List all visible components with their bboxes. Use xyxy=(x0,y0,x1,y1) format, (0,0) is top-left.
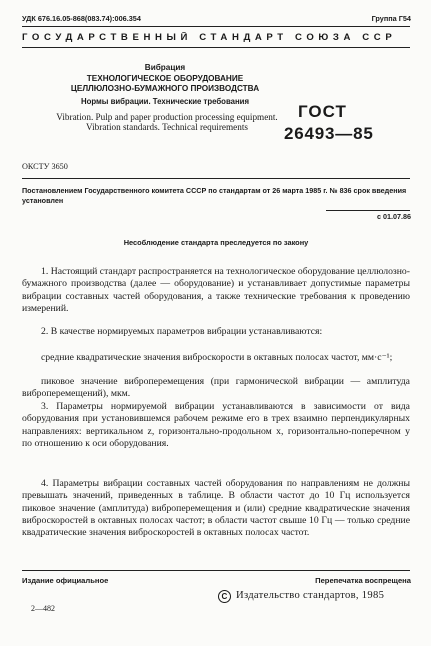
gost-label: ГОСТ xyxy=(298,102,347,121)
copyright-line xyxy=(218,590,384,603)
paragraph-1: 1. Настоящий стандарт распространяется на технологическое оборудование целлюлозно-бумажного производства (далее — оборудование) и устанавливает допустимые параметры вибрации составных частей оборудования, а также технические требования к проведению измерений. xyxy=(22,266,410,314)
legal-notice: Несоблюдение стандарта преследуется по закону xyxy=(123,238,309,247)
effective-date: с 01.07.86 xyxy=(377,212,411,221)
paragraph-2-item-displacement: пиковое значение виброперемещения (при гармонической вибрации — амплитуда виброперемещений), мкм. xyxy=(22,376,410,400)
official-edition-label: Издание официальное xyxy=(22,576,109,585)
banner-rule xyxy=(22,47,410,48)
date-rule xyxy=(326,210,410,211)
okstu-rule xyxy=(22,178,410,179)
title-english: Vibration. Pulp and paper production processing equipment. Vibration standards. Technical requirements xyxy=(56,112,278,132)
paragraph-2-item-velocity: средние квадратические значения виброскорости в октавных полосах частот, мм·с⁻¹; xyxy=(41,352,393,363)
udk-code: УДК 676.16.05-868(083.74):006.354 xyxy=(22,14,141,23)
gost-number: 26493—85 xyxy=(284,124,374,143)
copyright-text: Издательство стандартов, 1985 xyxy=(236,590,385,601)
bottom-rule xyxy=(22,570,410,571)
okstu-code: ОКСТУ 3650 xyxy=(22,162,68,171)
title-subject: Вибрация xyxy=(144,63,186,72)
copyright-icon: C xyxy=(218,590,231,603)
group-code: Группа Г54 xyxy=(371,14,411,23)
print-code: 2—482 xyxy=(31,604,55,613)
title-main: ТЕХНОЛОГИЧЕСКОЕ ОБОРУДОВАНИЕ ЦЕЛЛЮЛОЗНО-БУМАЖНОГО ПРОИЗВОДСТВА xyxy=(70,74,260,93)
paragraph-4: 4. Параметры вибрации составных частей оборудования по направлениям не должны превышать значений, приведенных в таблице. В области частот до 10 Гц используется пиковое значение (амплитуда) виброперемещения и (или) средние квадратические значения виброскоростей в октавных полосах частот; в области частот свыше 10 Гц — только средние квадратические значения виброскоростей в октавных полосах частот. xyxy=(22,478,410,539)
title-subtitle: Нормы вибрации. Технические требования xyxy=(80,97,250,106)
paragraph-3: 3. Параметры нормируемой вибрации устанавливаются в зависимости от вида оборудования при установившемся рабочем режиме его в трех взаимно перпендикулярных направлениях: вертикальном z, горизонтально-продольном x, горизонтально-поперечном y по отношению к оси оборудования. xyxy=(22,401,410,449)
reprint-notice: Перепечатка воспрещена xyxy=(315,576,411,585)
standard-banner: ГОСУДАРСТВЕННЫЙ СТАНДАРТ СОЮЗА ССР xyxy=(22,32,397,43)
top-rule xyxy=(22,26,410,27)
decree-text: Постановлением Государственного комитета СССР по стандартам от 26 марта 1985 г. № 836 срок введения установлен xyxy=(22,186,407,205)
paragraph-2: 2. В качестве нормируемых параметров вибрации устанавливаются: xyxy=(41,326,323,337)
